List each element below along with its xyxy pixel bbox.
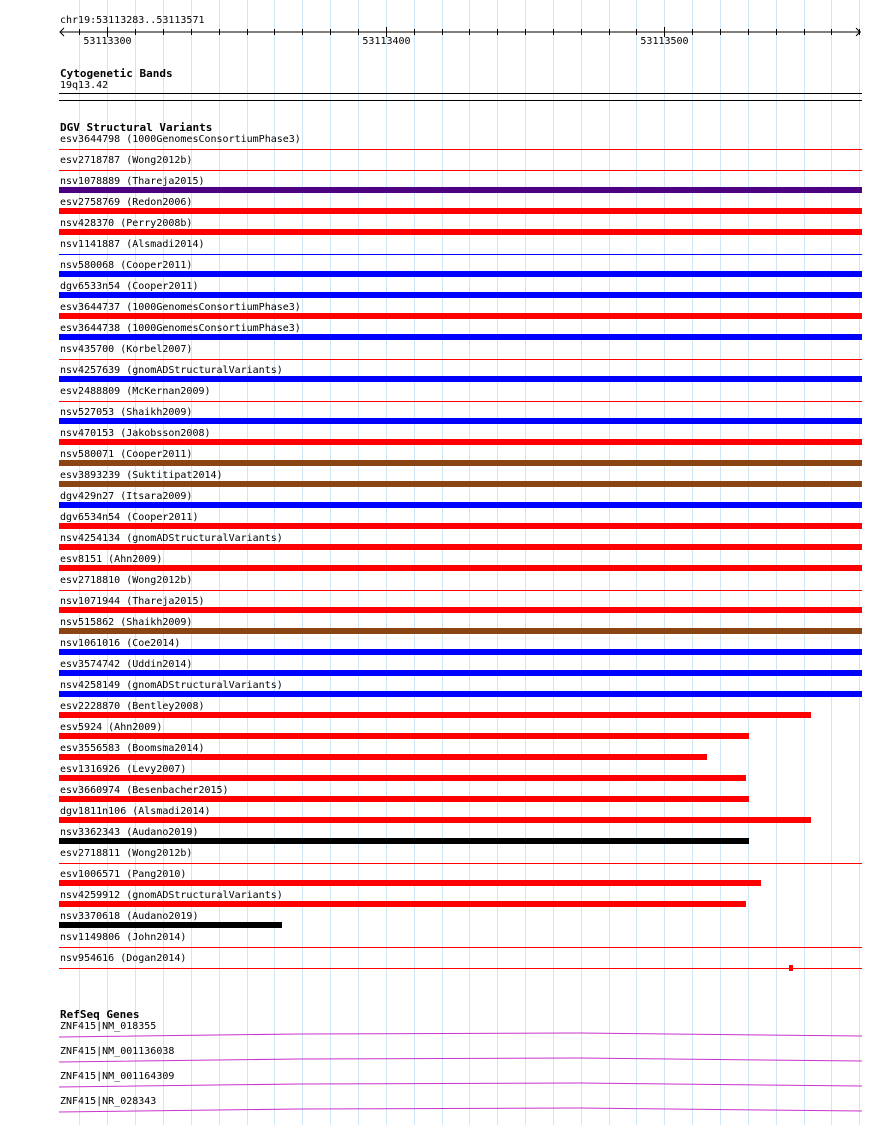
variant-bar[interactable] (59, 607, 862, 613)
cytoband-bar[interactable] (59, 93, 862, 94)
variant-label: esv3893239 (Suktitipat2014) (60, 470, 223, 481)
grid-line (692, 0, 693, 1125)
variant-label: esv2488809 (McKernan2009) (60, 386, 211, 397)
variant-bar[interactable] (59, 968, 862, 969)
variant-bar[interactable] (59, 254, 862, 255)
variant-bar[interactable] (59, 649, 862, 655)
variant-label: dgv6533n54 (Cooper2011) (60, 281, 199, 292)
gene-line (59, 1108, 862, 1112)
grid-line (414, 0, 415, 1125)
variant-label: dgv429n27 (Itsara2009) (60, 491, 193, 502)
variant-label: nsv1071944 (Thareja2015) (60, 596, 205, 607)
grid-line (748, 0, 749, 1125)
variant-label: nsv3362343 (Audano2019) (60, 827, 199, 838)
grid-line (442, 0, 443, 1125)
ruler-tick-label: 53113400 (362, 36, 411, 47)
grid-line (302, 0, 303, 1125)
gene-label: ZNF415|NM_001136038 (60, 1046, 175, 1057)
variant-label: nsv4259912 (gnomADStructuralVariants) (60, 890, 283, 901)
variant-bar[interactable] (59, 170, 862, 171)
variant-bar[interactable] (59, 292, 862, 298)
variant-label: nsv1078889 (Thareja2015) (60, 176, 205, 187)
variant-bar[interactable] (59, 418, 862, 424)
variant-label: esv1006571 (Pang2010) (60, 869, 187, 880)
variant-label: nsv954616 (Dogan2014) (60, 953, 187, 964)
variant-bar[interactable] (59, 149, 862, 150)
grid-line (497, 0, 498, 1125)
variant-bar[interactable] (59, 733, 749, 739)
variant-bar[interactable] (59, 922, 282, 928)
variant-label: nsv470153 (Jakobsson2008) (60, 428, 211, 439)
gene-line (59, 1033, 862, 1037)
variant-bar[interactable] (59, 229, 862, 235)
variant-label: esv3556583 (Boomsma2014) (60, 743, 205, 754)
variant-label: nsv4258149 (gnomADStructuralVariants) (60, 680, 283, 691)
variant-bar[interactable] (59, 460, 862, 466)
variant-label: nsv3370618 (Audano2019) (60, 911, 199, 922)
grid-line (859, 0, 860, 1125)
grid-line (219, 0, 220, 1125)
coordinate-ruler[interactable] (0, 24, 890, 50)
refseq-track-title: RefSeq Genes (60, 1008, 140, 1021)
cytoband-label: 19q13.42 (60, 80, 109, 91)
grid-line (664, 0, 665, 1125)
variant-bar[interactable] (59, 775, 746, 781)
variant-bar[interactable] (59, 863, 862, 864)
grid-line (831, 0, 832, 1125)
variant-bar[interactable] (59, 376, 862, 382)
variant-label: nsv4257639 (gnomADStructuralVariants) (60, 365, 283, 376)
variant-bar[interactable] (59, 628, 862, 634)
gene-model[interactable] (59, 1056, 862, 1064)
gene-line (59, 1058, 862, 1062)
grid-line (191, 0, 192, 1125)
grid-line (609, 0, 610, 1125)
variant-label: esv8151 (Ahn2009) (60, 554, 163, 565)
cytoband-track-title: Cytogenetic Bands (60, 67, 173, 80)
variant-bar[interactable] (59, 334, 862, 340)
variant-bar[interactable] (59, 523, 862, 529)
gene-model[interactable] (59, 1031, 862, 1039)
grid-line (386, 0, 387, 1125)
variant-label: nsv527053 (Shaikh2009) (60, 407, 193, 418)
variant-label: nsv1141887 (Alsmadi2014) (60, 239, 205, 250)
gene-line (59, 1083, 862, 1087)
variant-bar[interactable] (59, 401, 862, 402)
variant-bar[interactable] (59, 712, 811, 718)
variant-label: nsv435700 (Korbel2007) (60, 344, 193, 355)
locus-label: chr19:53113283..53113571 (60, 15, 205, 26)
grid-line (469, 0, 470, 1125)
variant-bar[interactable] (59, 313, 862, 319)
variant-bar[interactable] (59, 796, 749, 802)
variant-bar[interactable] (59, 817, 811, 823)
gene-model[interactable] (59, 1081, 862, 1089)
gene-model[interactable] (59, 1106, 862, 1114)
variant-label: nsv580068 (Cooper2011) (60, 260, 193, 271)
variant-label: esv3644737 (1000GenomesConsortiumPhase3) (60, 302, 301, 313)
grid-line (525, 0, 526, 1125)
variant-bar[interactable] (59, 691, 862, 697)
variant-label: esv1316926 (Levy2007) (60, 764, 187, 775)
grid-line (553, 0, 554, 1125)
variant-label: esv3644738 (1000GenomesConsortiumPhase3) (60, 323, 301, 334)
variant-bar[interactable] (59, 271, 862, 277)
grid-line (804, 0, 805, 1125)
variant-label: esv3660974 (Besenbacher2015) (60, 785, 229, 796)
variant-marker[interactable] (789, 965, 793, 971)
variant-label: dgv6534n54 (Cooper2011) (60, 512, 199, 523)
variant-bar[interactable] (59, 481, 862, 487)
variant-label: esv5924 (Ahn2009) (60, 722, 163, 733)
track-divider (59, 100, 862, 101)
variant-bar[interactable] (59, 208, 862, 214)
variant-bar[interactable] (59, 590, 862, 591)
gene-label: ZNF415|NR_028343 (60, 1096, 157, 1107)
variant-label: nsv1061016 (Coe2014) (60, 638, 181, 649)
variant-label: esv2758769 (Redon2006) (60, 197, 193, 208)
variant-label: esv2718787 (Wong2012b) (60, 155, 193, 166)
variant-bar[interactable] (59, 838, 749, 844)
variant-bar[interactable] (59, 880, 761, 886)
dgv-track-title: DGV Structural Variants (60, 121, 213, 134)
variant-bar[interactable] (59, 754, 707, 760)
variant-bar[interactable] (59, 947, 862, 948)
grid-line (247, 0, 248, 1125)
variant-bar[interactable] (59, 187, 862, 193)
variant-bar[interactable] (59, 901, 746, 907)
variant-bar[interactable] (59, 439, 862, 445)
gene-label: ZNF415|NM_001164309 (60, 1071, 175, 1082)
variant-bar[interactable] (59, 359, 862, 360)
grid-line (358, 0, 359, 1125)
variant-label: dgv1811n106 (Alsmadi2014) (60, 806, 211, 817)
variant-label: nsv580071 (Cooper2011) (60, 449, 193, 460)
variant-bar[interactable] (59, 565, 862, 571)
variant-label: nsv1149806 (John2014) (60, 932, 187, 943)
grid-line (636, 0, 637, 1125)
variant-bar[interactable] (59, 502, 862, 508)
ruler-tick-label: 53113500 (640, 36, 689, 47)
gene-label: ZNF415|NM_018355 (60, 1021, 157, 1032)
variant-label: nsv428370 (Perry2008b) (60, 218, 193, 229)
variant-label: esv3644798 (1000GenomesConsortiumPhase3) (60, 134, 301, 145)
variant-label: esv2718811 (Wong2012b) (60, 848, 193, 859)
grid-line (776, 0, 777, 1125)
variant-label: nsv515862 (Shaikh2009) (60, 617, 193, 628)
variant-label: esv2228870 (Bentley2008) (60, 701, 205, 712)
grid-line (330, 0, 331, 1125)
ruler-tick-label: 53113300 (83, 36, 132, 47)
grid-line (581, 0, 582, 1125)
variant-bar[interactable] (59, 670, 862, 676)
variant-label: esv2718810 (Wong2012b) (60, 575, 193, 586)
variant-label: nsv4254134 (gnomADStructuralVariants) (60, 533, 283, 544)
variant-bar[interactable] (59, 544, 862, 550)
variant-label: esv3574742 (Uddin2014) (60, 659, 193, 670)
grid-line (274, 0, 275, 1125)
grid-line (720, 0, 721, 1125)
